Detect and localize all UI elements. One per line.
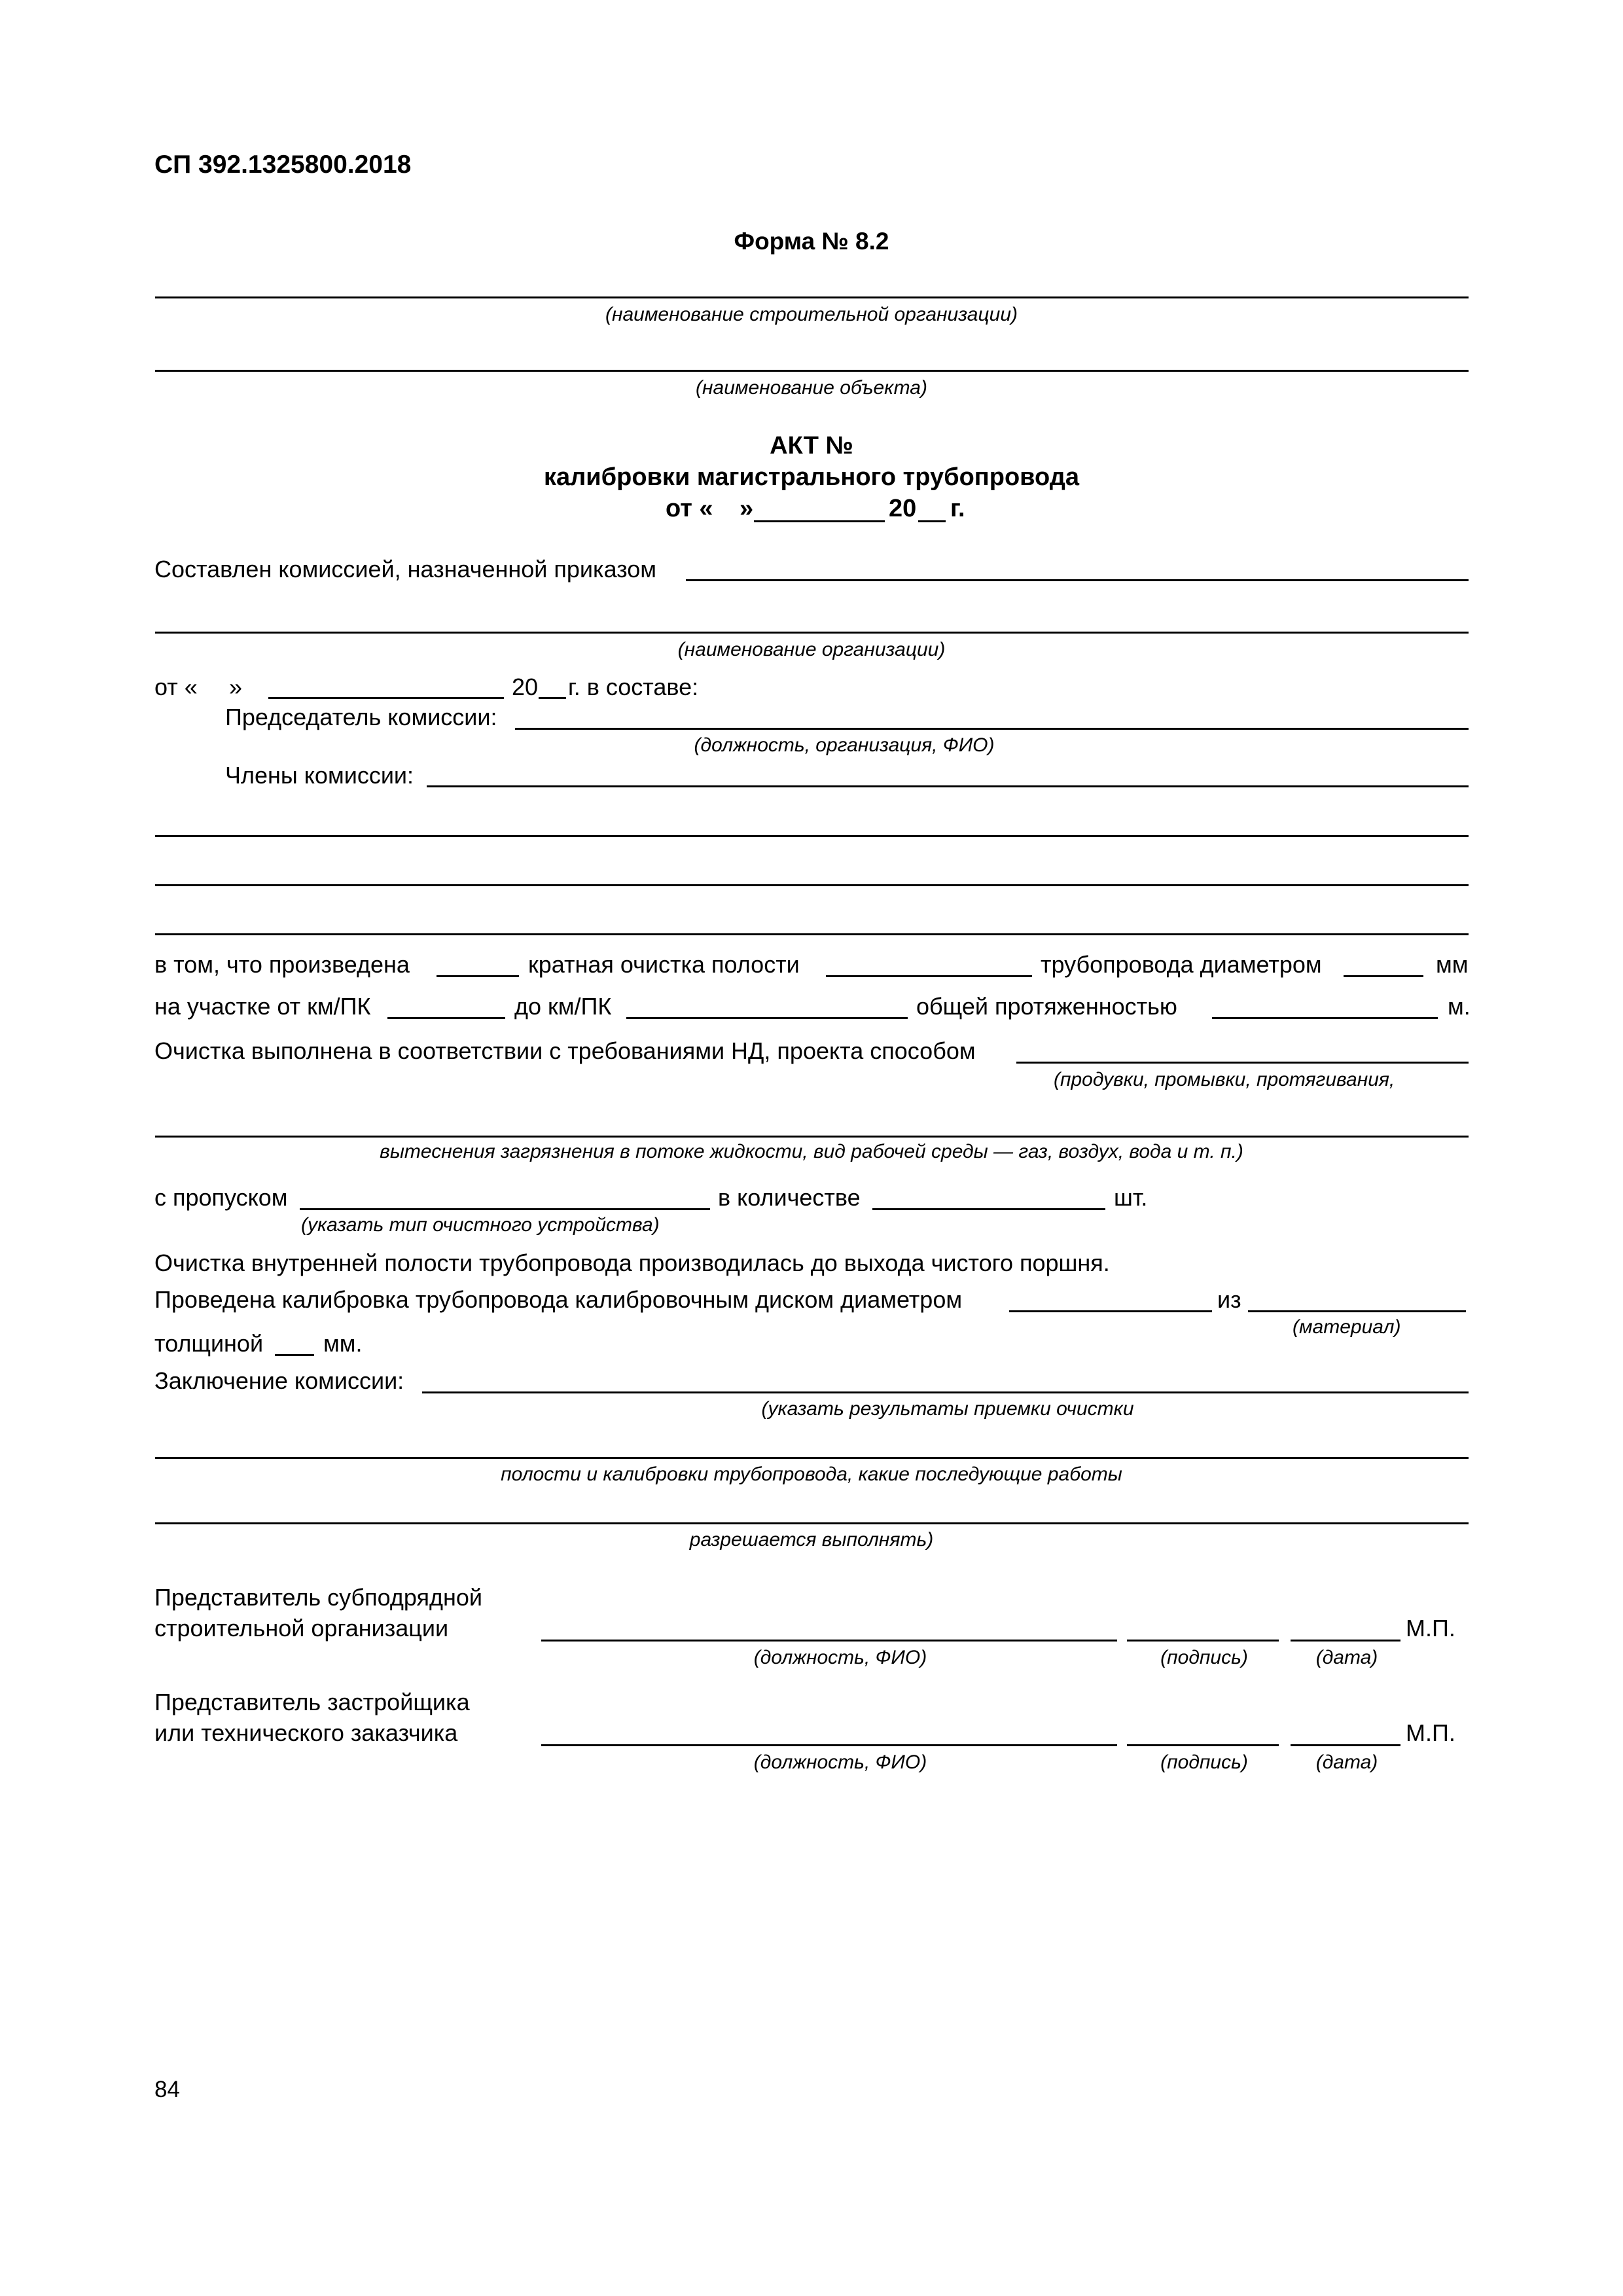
cleaning-count-field[interactable]: [437, 975, 519, 977]
object-name-caption: (наименование объекта): [696, 377, 927, 399]
device-field[interactable]: [300, 1208, 710, 1210]
commission-date-field[interactable]: [268, 697, 504, 699]
signer1-position-caption: (должность, ФИО): [753, 1647, 927, 1668]
cleaning-text: в том, что произведена: [154, 951, 410, 978]
org-name-field[interactable]: [155, 296, 1469, 298]
signer2-signature-field[interactable]: [1127, 1744, 1279, 1746]
method-caption-2: вытеснения загрязнения в потоке жидкости, вид рабочей среды — газ, воздух, вода и т. п.): [380, 1141, 1243, 1162]
km-to-field[interactable]: [626, 1017, 908, 1019]
diameter-unit: мм: [1436, 951, 1469, 978]
signer2-date-field[interactable]: [1291, 1744, 1400, 1746]
form-number: Форма № 8.2: [734, 228, 889, 255]
signer1-date-caption: (дата): [1315, 1647, 1378, 1668]
pipeline-name-field[interactable]: [826, 975, 1032, 977]
act-date-field[interactable]: [754, 520, 885, 522]
act-year-prefix: 20: [889, 495, 917, 522]
section-text-b: до км/ПК: [514, 993, 612, 1020]
method-field[interactable]: [1016, 1062, 1469, 1064]
members-field-3[interactable]: [155, 884, 1469, 886]
members-field-1[interactable]: [427, 785, 1469, 787]
section-text-c: общей протяженностью: [916, 993, 1177, 1020]
signer2-stamp: М.П.: [1406, 1719, 1455, 1746]
disk-diameter-field[interactable]: [1009, 1310, 1212, 1312]
quantity-field[interactable]: [872, 1208, 1105, 1210]
organization-field[interactable]: [155, 632, 1469, 634]
length-field[interactable]: [1212, 1017, 1438, 1019]
conclusion-field-3[interactable]: [155, 1522, 1469, 1524]
object-name-field[interactable]: [155, 370, 1469, 372]
commission-year-field[interactable]: [539, 697, 566, 699]
conclusion-field[interactable]: [422, 1391, 1469, 1393]
composed-label: Составлен комиссией, назначенной приказом: [154, 556, 657, 583]
members-label: Члены комиссии:: [225, 762, 414, 789]
signer1-position-field[interactable]: [541, 1640, 1117, 1641]
device-caption: (указать тип очистного устройства): [301, 1214, 660, 1236]
organization-caption: (наименование организации): [677, 639, 946, 660]
signer1-stamp: М.П.: [1406, 1615, 1455, 1641]
material-caption: (материал): [1293, 1316, 1401, 1338]
conclusion-caption-2: полости и калибровки трубопровода, какие последующие работы: [501, 1463, 1122, 1485]
section-text: на участке от км/ПК: [154, 993, 371, 1020]
material-prefix: из: [1217, 1286, 1241, 1313]
act-date-prefix: от «: [666, 495, 713, 522]
act-subtitle: калибровки магистрального трубопровода: [544, 463, 1079, 491]
conclusion-caption-1: (указать результаты приемки очистки: [761, 1398, 1134, 1420]
cleaning-text-b: кратная очистка полости: [528, 951, 800, 978]
signer2-signature-caption: (подпись): [1160, 1751, 1248, 1773]
commission-date-close: »: [229, 673, 243, 700]
signer1-label-1: Представитель субподрядной: [154, 1584, 483, 1611]
members-field-4[interactable]: [155, 933, 1469, 935]
chairman-field[interactable]: [515, 728, 1469, 730]
chairman-caption: (должность, организация, ФИО): [694, 734, 995, 756]
commission-year-prefix: 20: [512, 673, 539, 700]
signer2-label-1: Представитель застройщика: [154, 1689, 470, 1715]
commission-date-prefix: от «: [154, 673, 198, 700]
diameter-field[interactable]: [1344, 975, 1423, 977]
signer1-label-2: строительной организации: [154, 1615, 449, 1641]
signer1-date-field[interactable]: [1291, 1640, 1400, 1641]
act-year-suffix: г.: [950, 495, 965, 522]
method-field-2[interactable]: [155, 1136, 1469, 1138]
quantity-text: в количестве: [718, 1184, 861, 1211]
commission-year-suffix: г. в составе:: [568, 673, 699, 700]
order-field[interactable]: [686, 579, 1469, 581]
act-date-close: »: [740, 495, 754, 522]
pass-text: с пропуском: [154, 1184, 288, 1211]
org-name-caption: (наименование строительной организации): [605, 304, 1018, 325]
chairman-label: Председатель комиссии:: [225, 704, 497, 730]
cleaning-statement: Очистка внутренней полости трубопровода производилась до выхода чистого поршня.: [154, 1249, 1110, 1276]
signer1-signature-field[interactable]: [1127, 1640, 1279, 1641]
page-number: 84: [154, 2077, 180, 2102]
signer2-position-caption: (должность, ФИО): [753, 1751, 927, 1773]
km-from-field[interactable]: [387, 1017, 505, 1019]
conclusion-field-2[interactable]: [155, 1457, 1469, 1459]
act-title: АКТ №: [770, 432, 853, 459]
thickness-unit: мм.: [323, 1330, 363, 1357]
signer2-date-caption: (дата): [1315, 1751, 1378, 1773]
length-unit: м.: [1448, 993, 1471, 1020]
signer1-signature-caption: (подпись): [1160, 1647, 1248, 1668]
signer2-position-field[interactable]: [541, 1744, 1117, 1746]
thickness-field[interactable]: [275, 1354, 314, 1356]
act-year-field[interactable]: [918, 520, 946, 522]
members-field-2[interactable]: [155, 835, 1469, 837]
material-field[interactable]: [1248, 1310, 1466, 1312]
cleaning-text-c: трубопровода диаметром: [1041, 951, 1322, 978]
calibration-text: Проведена калибровка трубопровода калибровочным диском диаметром: [154, 1286, 963, 1313]
method-text: Очистка выполнена в соответствии с требованиями НД, проекта способом: [154, 1037, 976, 1064]
conclusion-label: Заключение комиссии:: [154, 1367, 404, 1394]
thickness-text: толщиной: [154, 1330, 264, 1357]
doc-code: СП 392.1325800.2018: [154, 151, 412, 179]
signer2-label-2: или технического заказчика: [154, 1719, 458, 1746]
quantity-unit: шт.: [1114, 1184, 1148, 1211]
method-caption-1: (продувки, промывки, протягивания,: [1054, 1069, 1395, 1090]
conclusion-caption-3: разрешается выполнять): [689, 1529, 934, 1551]
